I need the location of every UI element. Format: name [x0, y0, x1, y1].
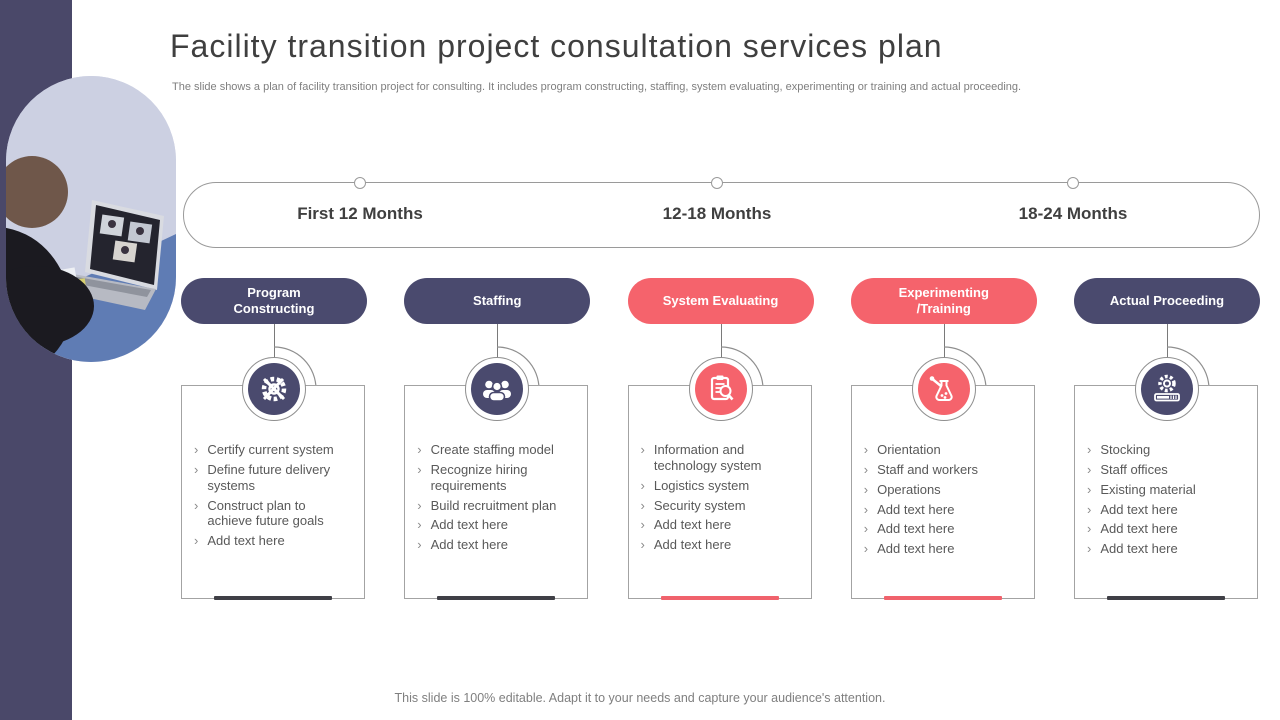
- bullet-item: [1087, 462, 1247, 478]
- card-accent-underline: [884, 596, 1002, 600]
- bullet-item: [194, 462, 354, 494]
- chevron-bullet-icon: ›: [417, 517, 422, 533]
- bullet-item: [1087, 482, 1247, 498]
- page-subtitle: The slide shows a plan of facility transition project for consulting. It includes program constructing, staffing, system evaluating, experimenting or training and actual proceeding.: [172, 81, 1022, 93]
- connector-line: [1167, 324, 1168, 358]
- bullet-text: Add text here: [653, 517, 732, 533]
- bullet-text: Add text here: [1100, 541, 1178, 557]
- bullet-text: Staff and workers: [877, 461, 979, 477]
- bullet-text: Add text here: [430, 517, 508, 533]
- chevron-bullet-icon: ›: [1087, 481, 1092, 497]
- bullet-item: [1087, 521, 1247, 537]
- timeline-dot: [354, 177, 366, 189]
- bullet-text: Certify current system: [207, 442, 334, 457]
- column-header-pill: [1074, 278, 1260, 324]
- clipboard-magnifier-icon: [703, 371, 739, 407]
- column-actual-proceeding: [1074, 278, 1260, 604]
- bullet-text: Staff offices: [1100, 461, 1168, 477]
- bullet-item: [1087, 502, 1247, 518]
- chevron-bullet-icon: ›: [863, 481, 869, 497]
- chevron-bullet-icon: ›: [640, 537, 645, 553]
- bullet-item: [864, 521, 1024, 537]
- bullet-list: [864, 442, 1024, 557]
- video-call-photo: [6, 76, 176, 362]
- icon-badge: [1135, 357, 1199, 421]
- column-header-pill: [851, 278, 1037, 324]
- chevron-bullet-icon: ›: [863, 501, 869, 517]
- chevron-bullet-icon: ›: [417, 537, 422, 553]
- chevron-bullet-icon: ›: [640, 442, 645, 457]
- bullet-item: [641, 478, 801, 494]
- column-header-label: Staffing: [473, 293, 522, 309]
- bullet-list: [641, 442, 801, 553]
- chevron-bullet-icon: ›: [863, 521, 869, 537]
- chevron-bullet-icon: ›: [194, 461, 199, 477]
- icon-badge: [465, 357, 529, 421]
- bullet-list: [194, 442, 354, 549]
- gear-pencil-icon: [256, 371, 292, 407]
- connector-line: [274, 324, 275, 358]
- bullet-item: [641, 442, 801, 474]
- chevron-bullet-icon: ›: [1087, 521, 1092, 537]
- bullet-text: Operations: [877, 481, 941, 497]
- bullet-list: [1087, 442, 1247, 557]
- chevron-bullet-icon: ›: [640, 477, 645, 493]
- bullet-item: [417, 498, 577, 514]
- connector-line: [721, 324, 722, 358]
- column-header-pill: [181, 278, 367, 324]
- bullet-item: [864, 541, 1024, 557]
- bullet-item: [417, 517, 577, 533]
- card-accent-underline: [437, 596, 555, 600]
- timeline-phase-2: 12-18 Months: [662, 204, 772, 223]
- column-experimenting-training: [851, 278, 1037, 604]
- bullet-text: Construct plan to achieve future goals: [207, 497, 324, 529]
- bullet-text: Orientation: [877, 442, 941, 457]
- bullet-item: [641, 537, 801, 553]
- phase-columns: [181, 278, 1260, 604]
- bullet-item: [194, 498, 354, 530]
- column-program-constructing: [181, 278, 367, 604]
- icon-badge: [689, 357, 753, 421]
- editable-note: This slide is 100% editable. Adapt it to your needs and capture your audience's attention.: [394, 691, 886, 705]
- chevron-bullet-icon: ›: [640, 517, 645, 533]
- chevron-bullet-icon: ›: [1087, 541, 1092, 557]
- bullet-item: [641, 517, 801, 533]
- bullet-item: [417, 462, 577, 494]
- column-header-label: Program Constructing: [233, 285, 315, 316]
- column-header-label: Experimenting /Training: [898, 285, 989, 316]
- bullet-text: Add text here: [877, 501, 955, 517]
- bullet-text: Add text here: [430, 537, 508, 553]
- chevron-bullet-icon: ›: [863, 541, 869, 557]
- chevron-bullet-icon: ›: [863, 442, 869, 457]
- chevron-bullet-icon: ›: [194, 442, 199, 457]
- timeline-phase-3: 18-24 Months: [1018, 204, 1128, 223]
- column-header-pill: [404, 278, 590, 324]
- bullet-text: Security system: [653, 497, 746, 513]
- chevron-bullet-icon: ›: [863, 461, 869, 477]
- bullet-text: Create staffing model: [430, 442, 554, 457]
- bullet-item: [641, 498, 801, 514]
- flask-dropper-icon: [926, 371, 962, 407]
- connector-line: [944, 324, 945, 358]
- gear-progress-icon: [1149, 371, 1185, 407]
- bullet-text: Add text here: [207, 533, 285, 549]
- chevron-bullet-icon: ›: [194, 533, 199, 549]
- chevron-bullet-icon: ›: [194, 497, 199, 513]
- bullet-item: [864, 482, 1024, 498]
- card-accent-underline: [214, 596, 332, 600]
- chevron-bullet-icon: ›: [417, 461, 422, 477]
- bullet-text: Define future delivery systems: [207, 461, 331, 493]
- bullet-text: Add text here: [877, 541, 955, 557]
- bullet-text: Information and technology system: [653, 442, 762, 473]
- column-staffing: [404, 278, 590, 604]
- page-title: Facility transition project consultation services plan: [170, 28, 943, 64]
- bullet-text: Add text here: [653, 537, 732, 553]
- column-system-evaluating: [628, 278, 814, 604]
- bullet-text: Recognize hiring requirements: [430, 461, 528, 493]
- icon-badge: [912, 357, 976, 421]
- bullet-text: Add text here: [1100, 501, 1178, 517]
- bullet-text: Add text here: [877, 521, 955, 537]
- bullet-text: Logistics system: [653, 477, 750, 493]
- chevron-bullet-icon: ›: [640, 497, 645, 513]
- bullet-item: [194, 533, 354, 549]
- timeline-dot: [1067, 177, 1079, 189]
- card-accent-underline: [1107, 596, 1225, 600]
- column-header-label: System Evaluating: [662, 293, 779, 309]
- chevron-bullet-icon: ›: [1087, 461, 1092, 477]
- column-header-label: Actual Proceeding: [1109, 293, 1225, 309]
- icon-badge: [242, 357, 306, 421]
- chevron-bullet-icon: ›: [417, 497, 422, 513]
- timeline-dot: [711, 177, 723, 189]
- bullet-text: Stocking: [1100, 442, 1151, 457]
- bullet-text: Build recruitment plan: [430, 497, 557, 513]
- bullet-item: [194, 442, 354, 458]
- bullet-item: [864, 502, 1024, 518]
- bullet-item: [1087, 442, 1247, 458]
- connector-line: [497, 324, 498, 358]
- column-header-pill: [628, 278, 814, 324]
- bullet-item: [864, 462, 1024, 478]
- bullet-list: [417, 442, 577, 553]
- timeline-phase-1: First 12 Months: [297, 204, 423, 223]
- video-call-illustration: [6, 76, 176, 362]
- chevron-bullet-icon: ›: [417, 442, 422, 457]
- timeline-band: [183, 182, 1260, 248]
- chevron-bullet-icon: ›: [1087, 442, 1092, 457]
- bullet-text: Existing material: [1100, 481, 1196, 497]
- bullet-item: [417, 537, 577, 553]
- bullet-item: [1087, 541, 1247, 557]
- bullet-item: [864, 442, 1024, 458]
- card-accent-underline: [661, 596, 779, 600]
- chevron-bullet-icon: ›: [1087, 501, 1092, 517]
- bullet-item: [417, 442, 577, 458]
- team-icon: [479, 371, 515, 407]
- bullet-text: Add text here: [1100, 521, 1178, 537]
